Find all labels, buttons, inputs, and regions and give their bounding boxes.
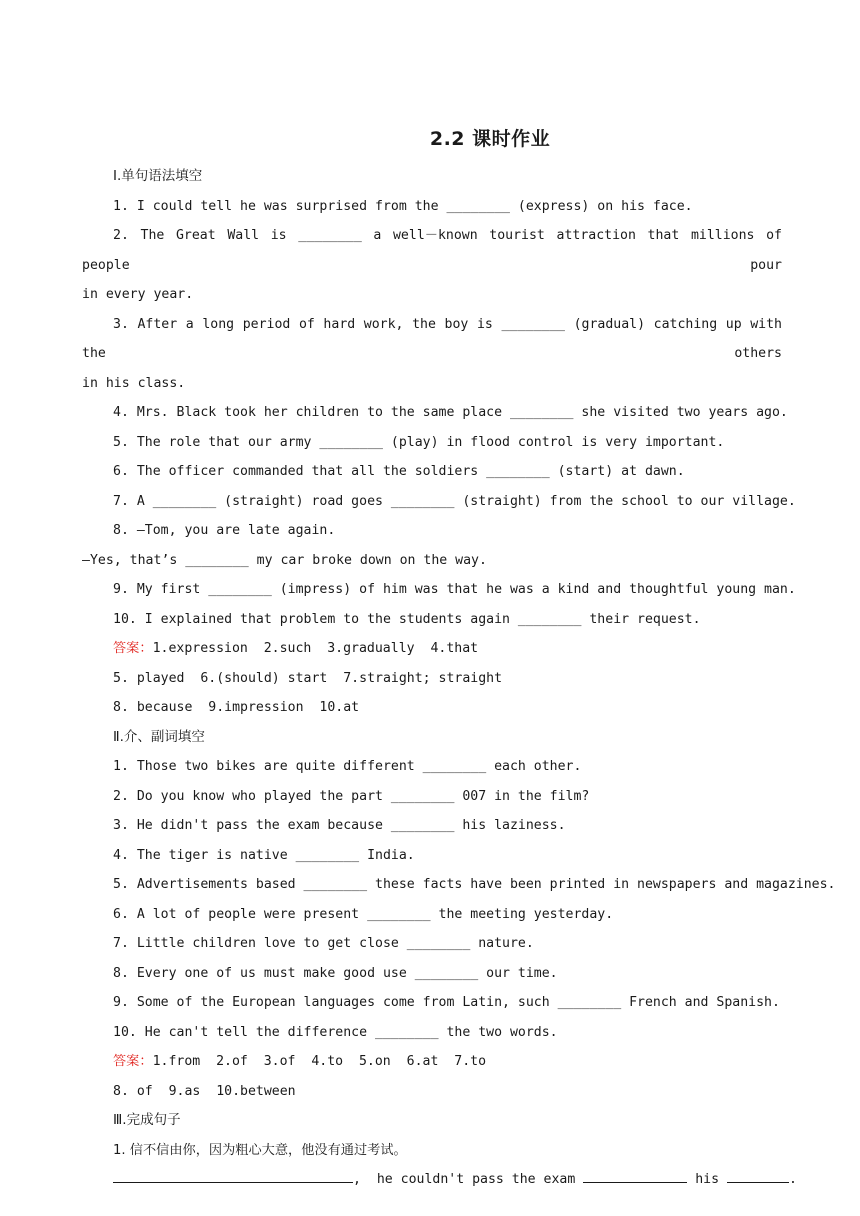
question-item: 2. The Great Wall is ________ a well－known tourist attraction that millions of people pour <box>82 228 782 273</box>
question-item: 4. The tiger is native ________ India. <box>113 847 415 863</box>
sentence-fragment: his <box>695 1172 720 1187</box>
question-item: 9. My first ________ (impress) of him was that he was a kind and thoughtful young man. <box>113 582 796 597</box>
section-heading: Ⅱ.介、副词填空 <box>113 728 205 745</box>
answer-blank <box>727 1168 789 1183</box>
question-item: 5. The role that our army ________ (play) in flood control is very important. <box>113 434 725 450</box>
answer-line: 8. because 9.impression 10.at <box>113 700 360 715</box>
question-text: 1. 信不信由你，因为粗心大意，他没有通过考试。 <box>113 1142 407 1158</box>
question-item: 1. I could tell he was surprised from the ________ (express) on his face. <box>113 198 693 214</box>
question-item: 3. He didn't pass the exam because ________ his laziness. <box>113 818 566 833</box>
answer-line <box>82 634 782 664</box>
question-item: 8. Every one of us must make good use ________ our time. <box>113 965 558 981</box>
answer-blank <box>583 1168 687 1183</box>
answer-text: 1.expression 2.such 3.gradually 4.that <box>152 641 479 656</box>
question-item-continuation: in every year. <box>82 287 194 302</box>
question-item: 9. Some of the European languages come from Latin, such ________ French and Spanish. <box>113 995 780 1010</box>
question-item: 2. Do you know who played the part ________ 007 in the film? <box>113 788 590 804</box>
answer-label: 答案： <box>113 1054 153 1069</box>
question-item-continuation: in his class. <box>82 375 186 391</box>
answer-text: 1.from 2.of 3.of 4.to 5.on 6.at 7.to <box>152 1054 487 1069</box>
answer-line: 5. played 6.(should) start 7.straight; straight <box>113 670 503 686</box>
worksheet-content <box>82 162 836 1195</box>
question-item-continuation: —Yes, that’s ________ my car broke down on the way. <box>82 552 487 568</box>
question-item: 6. A lot of people were present ________ the meeting yesterday. <box>113 906 614 922</box>
question-item: 10. I explained that problem to the students again ________ their request. <box>113 611 701 627</box>
section-heading: Ⅲ.完成句子 <box>113 1112 181 1128</box>
question-item: 4. Mrs. Black took her children to the same place ________ she visited two years ago. <box>113 405 788 420</box>
question-item: 8. —Tom, you are late again. <box>113 523 336 538</box>
question-item: 10. He can't tell the difference ________ the two words. <box>113 1024 558 1040</box>
answer-line <box>82 1047 782 1077</box>
page-title: 2.2 课时作业 <box>429 128 551 150</box>
question-item: 1. Those two bikes are quite different ________ each other. <box>113 759 582 774</box>
answer-label: 答案： <box>113 641 153 656</box>
question-item: 7. Little children love to get close ________ nature. <box>113 936 534 951</box>
question-item: 6. The officer commanded that all the soldiers ________ (start) at dawn. <box>113 464 685 479</box>
question-item: 7. A ________ (straight) road goes ________ (straight) from the school to our village. <box>113 493 796 509</box>
section-heading: Ⅰ.单句语法填空 <box>113 168 203 184</box>
sentence-fragment: , he couldn't pass the exam <box>353 1172 576 1187</box>
answer-blank-line <box>82 1165 797 1195</box>
sentence-fragment: . <box>789 1172 797 1187</box>
question-item: 3. After a long period of hard work, the boy is ________ (gradual) catching up with the others <box>82 316 782 361</box>
question-item <box>82 1136 782 1166</box>
answer-line: 8. of 9.as 10.between <box>113 1083 296 1099</box>
question-item: 5. Advertisements based ________ these facts have been printed in newspapers and magazines. <box>113 877 836 892</box>
answer-blank <box>113 1168 353 1183</box>
